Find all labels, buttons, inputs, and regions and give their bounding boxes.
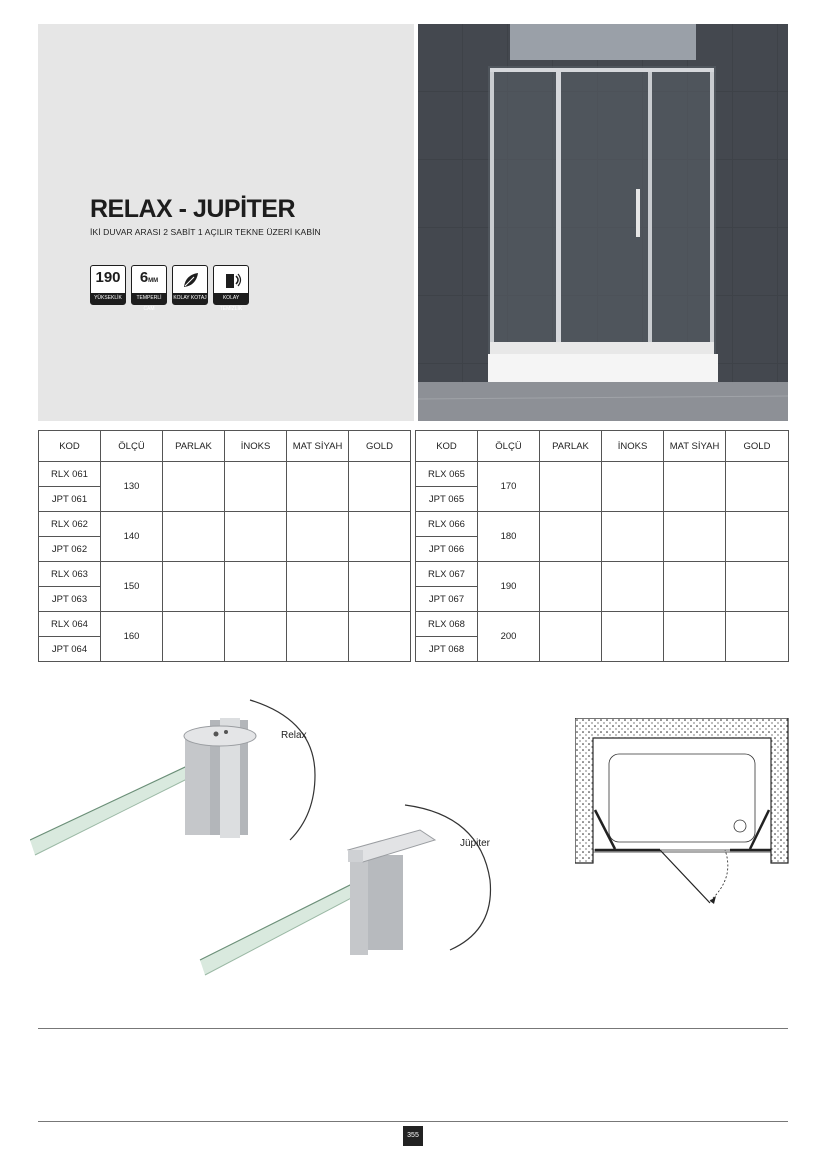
finish-cell: [664, 462, 726, 512]
wall: [575, 718, 788, 863]
code-cell: RLX 068: [416, 612, 478, 637]
page-number: 355: [403, 1126, 423, 1146]
code-cell: JPT 064: [39, 637, 101, 662]
code-cell: JPT 065: [416, 487, 478, 512]
col-header-kod: KOD: [39, 431, 101, 462]
shower-cabin-image: [418, 24, 788, 421]
shower-tray: [593, 738, 771, 852]
code-cell: RLX 062: [39, 512, 101, 537]
code-cell: RLX 065: [416, 462, 478, 487]
code-cell: RLX 066: [416, 512, 478, 537]
relax-profile: [184, 718, 256, 838]
code-cell: JPT 062: [39, 537, 101, 562]
table-row: [39, 512, 411, 537]
finish-cell: [225, 562, 287, 612]
table-row: [39, 562, 411, 587]
spec-table-right: [415, 430, 789, 662]
finish-cell: [540, 462, 602, 512]
table-row: [416, 462, 789, 487]
col-header-gold: GOLD: [349, 431, 411, 462]
finish-cell: [163, 612, 225, 662]
code-cell: JPT 068: [416, 637, 478, 662]
top-view-diagram: [575, 718, 790, 908]
finish-cell: [602, 512, 664, 562]
finish-cell: [163, 462, 225, 512]
col-header-kod: KOD: [416, 431, 478, 462]
table-row: [416, 562, 789, 587]
table-header-row: [416, 431, 789, 462]
size-cell: 180: [478, 512, 540, 562]
table-row: [39, 612, 411, 637]
relax-label: Relax: [281, 730, 307, 741]
glass-6mm-icon: [131, 265, 167, 312]
size-cell: 140: [101, 512, 163, 562]
jupiter-label: Jüpiter: [460, 838, 491, 849]
col-header-inoks: İNOKS: [225, 431, 287, 462]
col-header-olcu: ÖLÇÜ: [478, 431, 540, 462]
size-cell: 150: [101, 562, 163, 612]
relax-glass: [30, 760, 205, 855]
col-header-mat-siyah: MAT SİYAH: [287, 431, 349, 462]
badge-caption: YÜKSEKLİK: [91, 293, 125, 304]
height-190-icon: [90, 265, 126, 305]
finish-cell: [349, 462, 411, 512]
finish-cell: [664, 512, 726, 562]
finish-cell: [349, 562, 411, 612]
easy-clean-icon: [213, 265, 249, 312]
product-subtitle: İKİ DUVAR ARASI 2 SABİT 1 AÇILIR TEKNE ÜZERİ KABİN: [90, 227, 321, 237]
size-cell: 200: [478, 612, 540, 662]
code-cell: RLX 061: [39, 462, 101, 487]
table-row: [39, 462, 411, 487]
table-row: [416, 512, 789, 537]
finish-cell: [540, 612, 602, 662]
col-header-inoks: İNOKS: [602, 431, 664, 462]
finish-cell: [726, 562, 789, 612]
code-cell: JPT 066: [416, 537, 478, 562]
size-cell: 130: [101, 462, 163, 512]
eco-leaf-icon: [172, 265, 208, 305]
badge-caption: TEMPERLİ CAM: [132, 293, 166, 304]
jupiter-profile: [348, 830, 435, 955]
finish-cell: [726, 462, 789, 512]
finish-cell: [287, 562, 349, 612]
footer-divider: [38, 1121, 788, 1122]
finish-cell: [602, 462, 664, 512]
profile-illustration: [30, 690, 510, 980]
col-header-olcu: ÖLÇÜ: [101, 431, 163, 462]
code-cell: JPT 067: [416, 587, 478, 612]
badge-unit: MM: [148, 278, 159, 284]
code-cell: JPT 063: [39, 587, 101, 612]
col-header-mat-siyah: MAT SİYAH: [664, 431, 726, 462]
badge-caption: KOLAY TEMİZLİK: [214, 293, 248, 304]
code-cell: RLX 063: [39, 562, 101, 587]
finish-cell: [287, 512, 349, 562]
feature-badges: [90, 265, 249, 312]
spec-table-left: [38, 430, 411, 662]
finish-cell: [349, 612, 411, 662]
code-cell: JPT 061: [39, 487, 101, 512]
leaf-icon: [181, 270, 201, 290]
finish-cell: [726, 512, 789, 562]
finish-cell: [287, 612, 349, 662]
size-cell: 160: [101, 612, 163, 662]
badge-value: 190: [95, 269, 121, 286]
product-title: RELAX - JUPİTER: [90, 195, 296, 223]
swing-door: [660, 850, 710, 903]
finish-cell: [726, 612, 789, 662]
size-cell: 170: [478, 462, 540, 512]
finish-cell: [349, 512, 411, 562]
finish-cell: [225, 612, 287, 662]
finish-cell: [163, 562, 225, 612]
finish-cell: [225, 462, 287, 512]
col-header-parlak: PARLAK: [163, 431, 225, 462]
col-header-parlak: PARLAK: [540, 431, 602, 462]
table-row: [416, 612, 789, 637]
finish-cell: [602, 612, 664, 662]
col-header-gold: GOLD: [726, 431, 789, 462]
drop-icon: [222, 270, 242, 290]
finish-cell: [540, 562, 602, 612]
finish-cell: [163, 512, 225, 562]
finish-cell: [287, 462, 349, 512]
badge-caption: KOLAY KOTAJ: [173, 293, 207, 304]
table-header-row: [39, 431, 411, 462]
finish-cell: [664, 562, 726, 612]
finish-cell: [225, 512, 287, 562]
badge-value: [132, 269, 166, 286]
finish-cell: [664, 612, 726, 662]
product-photo: [418, 24, 788, 421]
divider: [38, 1028, 788, 1029]
finish-cell: [540, 512, 602, 562]
badge-value-number: 6: [139, 269, 149, 286]
size-cell: 190: [478, 562, 540, 612]
code-cell: RLX 064: [39, 612, 101, 637]
finish-cell: [602, 562, 664, 612]
code-cell: RLX 067: [416, 562, 478, 587]
drain-icon: [734, 820, 746, 832]
